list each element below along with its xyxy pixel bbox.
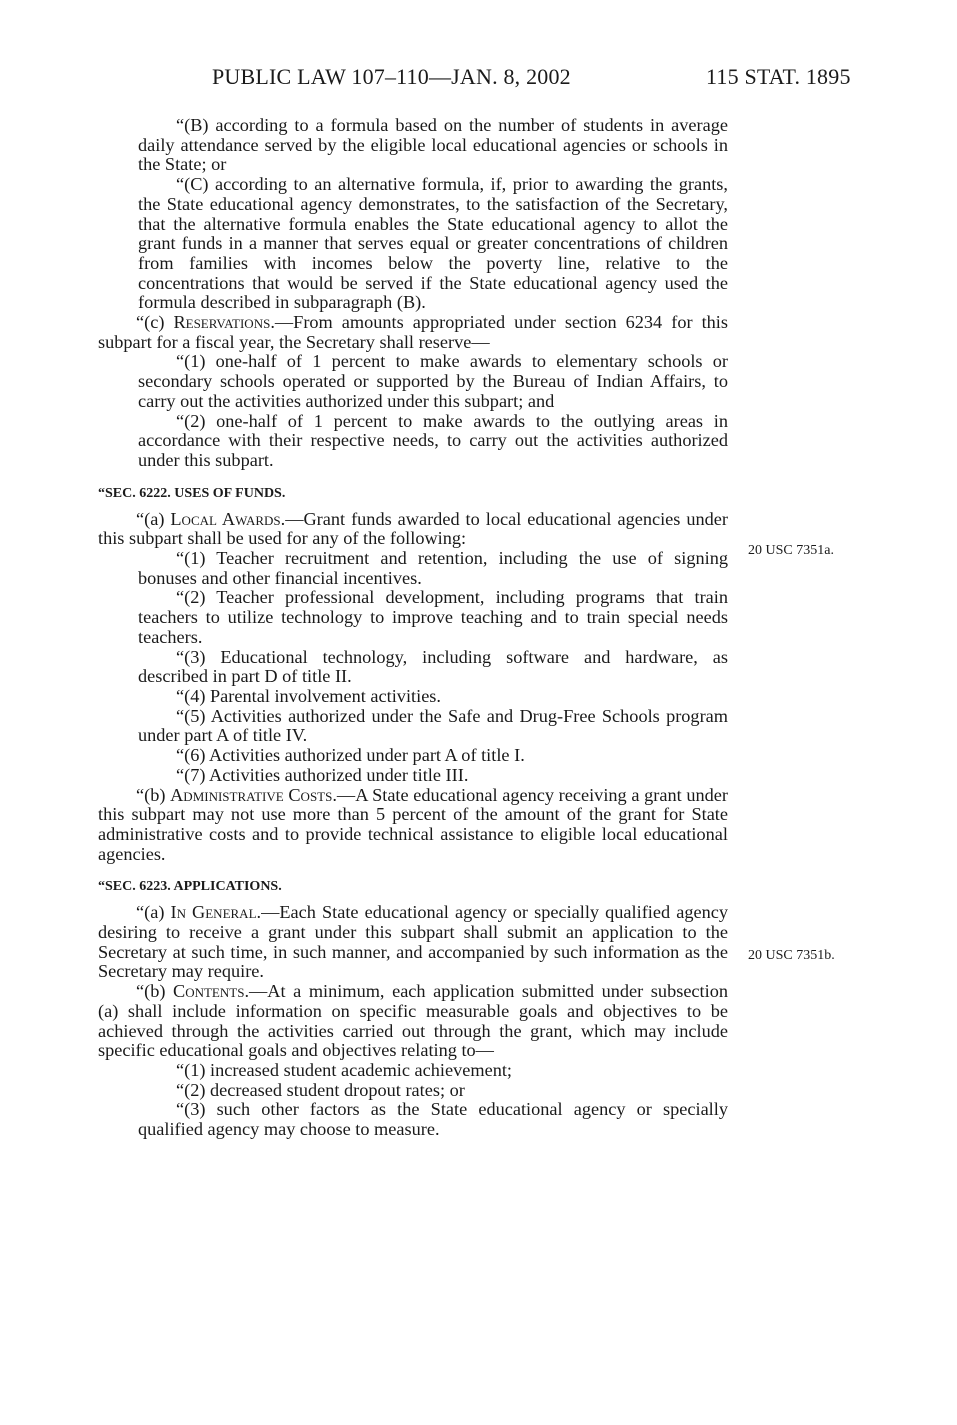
subsection-g-heading: In General <box>170 902 257 923</box>
margin-note-sec6223: 20 USC 7351b. <box>748 948 835 963</box>
subsection-c-text: .—From amounts appropriated under section 6234 for this subpart for a fiscal year, the Secretary shall reserve— <box>98 312 728 352</box>
section-6222-heading: “SEC. 6222. USES OF FUNDS. <box>98 485 286 501</box>
subsection-b-prefix: “(b) <box>136 784 171 805</box>
subsection-ct-text: .—At a minimum, each application submitted under subsection (a) shall include information on specific measurable goals and objectives to be achieved through the activities carried out through the grant, which may include specific educational goals and objectives relating to— <box>98 981 728 1061</box>
subsection-ct-prefix: “(b) <box>136 981 174 1002</box>
running-header-page: 115 STAT. 1895 <box>706 64 851 89</box>
subsection-a-local-awards <box>98 510 728 549</box>
margin-note-sec6222: 20 USC 7351a. <box>748 543 834 558</box>
subsection-a-prefix: “(a) <box>136 508 171 529</box>
paragraph-a2: “(2) Teacher professional development, including programs that train teachers to utilize technology to improve teaching and to train special needs teachers. <box>138 587 728 647</box>
subsection-ct-heading: Contents <box>173 981 245 1002</box>
subsection-g-prefix: “(a) <box>136 902 171 923</box>
paragraph-b-formula: “(B) according to a formula based on the number of students in average daily attendance served by the eligible local educational agencies or schools in the State; or <box>138 115 728 175</box>
subsection-b-contents <box>98 982 728 1061</box>
paragraph-a1: “(1) Teacher recruitment and retention, including the use of signing bonuses and other financial incentives. <box>138 548 728 588</box>
subsection-b-text: .—A State educational agency receiving a grant under this subpart may not use more than 5 percent of the amount of the grant for State administrative costs and to provide technical assistance to eligible local educational agencies. <box>98 784 728 864</box>
paragraph-ct2: “(2) decreased student dropout rates; or <box>176 1079 465 1100</box>
paragraph-a5: “(5) Activities authorized under the Safe and Drug-Free Schools program under part A of title IV. <box>138 705 728 746</box>
paragraph-c2: “(2) one-half of 1 percent to make awards to the outlying areas in accordance with their respective needs, to carry out the activities authorized under this subpart. <box>138 410 728 470</box>
paragraph-a6: “(6) Activities authorized under part A of title I. <box>176 745 525 766</box>
paragraph-c-alternative-formula: “(C) according to an alternative formula, if, prior to awarding the grants, the State educational agency demonstrates, to the satisfaction of the Secretary, that the alternative formula enables the State educational agency to allot the grant funds in a manner that serves equal or greater concentrations of children from families with incomes below the poverty line, relative to the concentrations that would be served if the State educational agency used the formula described in subparagraph (B). <box>138 174 728 313</box>
subsection-b-heading: Administrative Costs <box>170 784 333 805</box>
paragraph-ct1: “(1) increased student academic achievement; <box>176 1059 512 1080</box>
subsection-c-reservations <box>98 313 728 352</box>
subsection-a-heading: Local Awards <box>170 508 281 529</box>
paragraph-c1: “(1) one-half of 1 percent to make awards to elementary schools or secondary schools operated or supported by the Bureau of Indian Affairs, to carry out the activities authorized under this subpart; and <box>138 351 728 411</box>
subsection-a-in-general <box>98 903 728 982</box>
subsection-c-prefix: “(c) <box>136 312 174 333</box>
subsection-c-heading: Reservations <box>173 312 271 333</box>
paragraph-a4: “(4) Parental involvement activities. <box>176 685 441 706</box>
paragraph-ct3: “(3) such other factors as the State educational agency or specially qualified agency may choose to measure. <box>138 1099 728 1140</box>
paragraph-a3: “(3) Educational technology, including software and hardware, as described in part D of title II. <box>138 646 728 687</box>
subsection-a-text: .—Grant funds awarded to local educational agencies under this subpart shall be used for any of the following: <box>98 508 728 549</box>
section-6223-heading: “SEC. 6223. APPLICATIONS. <box>98 879 282 895</box>
subsection-g-text: .—Each State educational agency or specially qualified agency desiring to receive a grant under this subpart shall submit an application to the Secretary at such time, in such manner, and accompanied by such information as the Secretary may require. <box>98 902 728 982</box>
running-header-title: PUBLIC LAW 107–110—JAN. 8, 2002 <box>212 64 571 89</box>
page-body <box>98 116 728 1140</box>
paragraph-a7: “(7) Activities authorized under title III. <box>176 764 469 785</box>
subsection-b-administrative-costs <box>98 786 728 865</box>
